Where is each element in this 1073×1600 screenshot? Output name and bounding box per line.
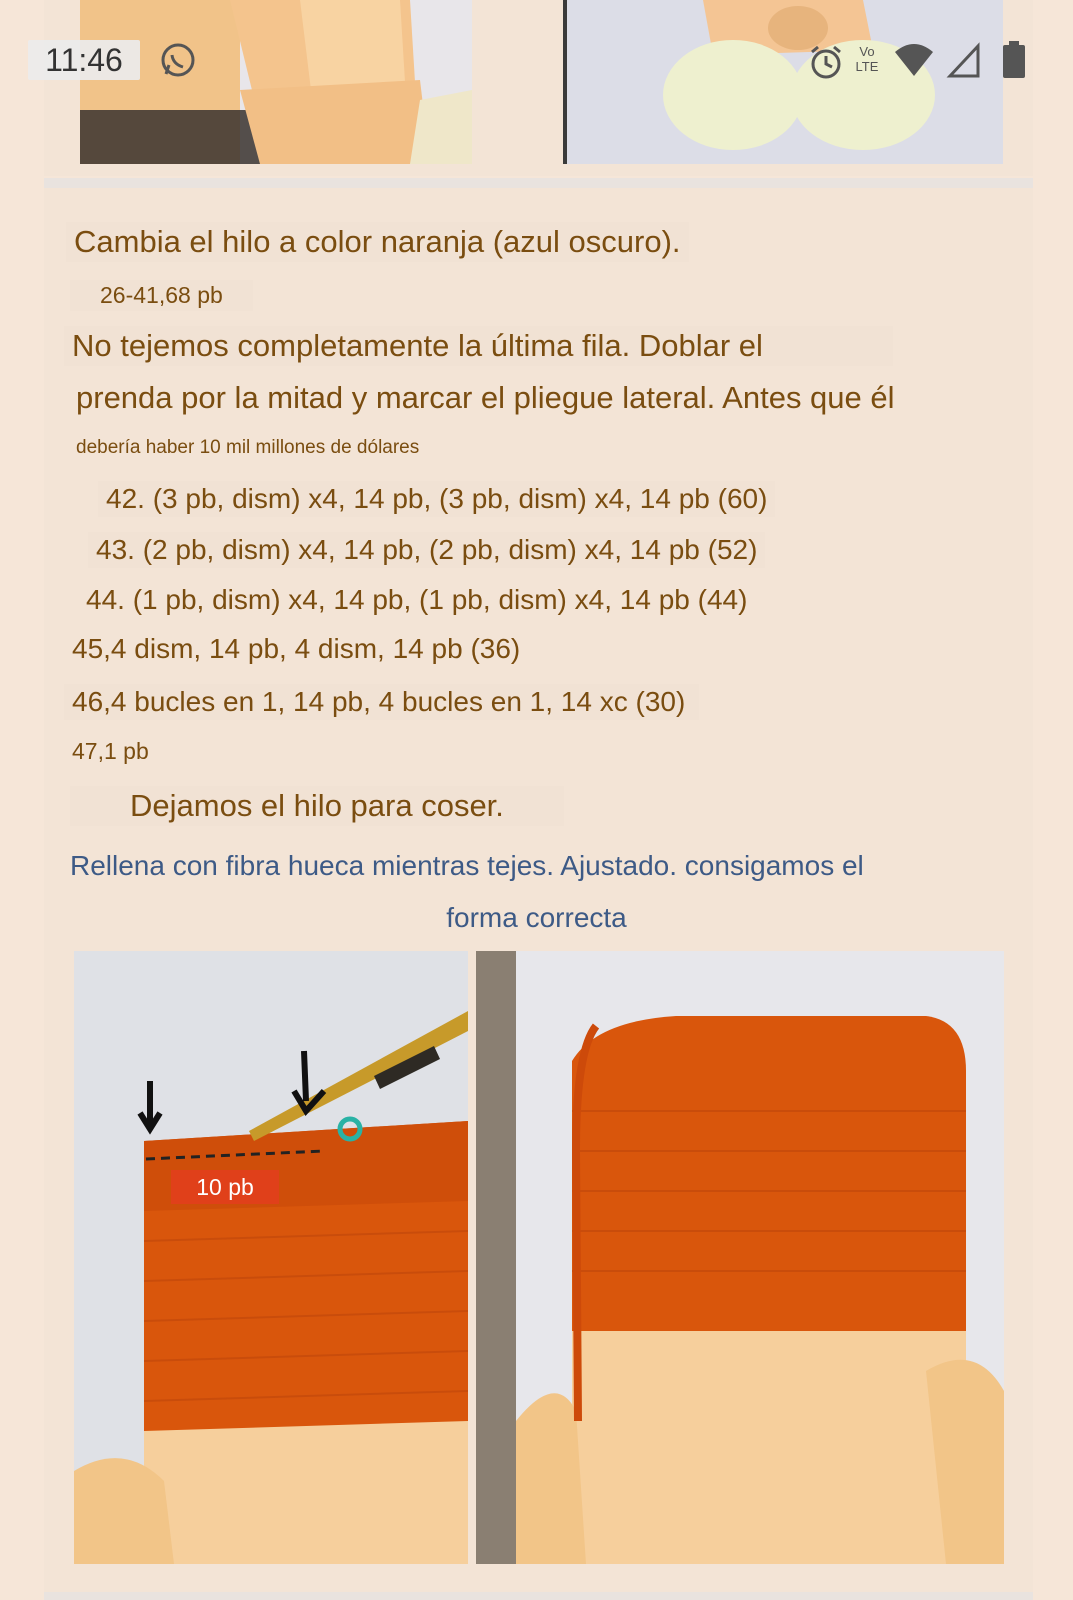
row-42-text: 42. (3 pb, dism) x4, 14 pb, (3 pb, dism) x4, 14 pb (60) — [98, 481, 775, 517]
vo-lte-line1: Vo — [859, 44, 875, 59]
leave-thread-text: Dejamos el hilo para coser. — [70, 786, 564, 826]
paragraph-line-2: prenda por la mitad y marcar el pliegue lateral. Antes que él — [76, 380, 895, 415]
signal-icon — [946, 42, 982, 78]
row-43-text: 43. (2 pb, dism) x4, 14 pb, (2 pb, dism) x4, 14 pb (52) — [88, 532, 765, 568]
photo-orange-body-folded[interactable] — [74, 951, 468, 1564]
paragraph-line-1: No tejemos completamente la última fila. Doblar el — [64, 326, 893, 366]
vo-lte-line2: LTE — [855, 59, 879, 74]
photo-label-10pb: 10 pb — [171, 1170, 279, 1204]
photo-leg-closeup[interactable] — [80, 0, 472, 164]
post-divider — [44, 178, 1033, 188]
note-line-2: forma correcta — [446, 902, 627, 933]
row-45-text: 45,4 dism, 14 pb, 4 dism, 14 pb (36) — [72, 633, 521, 664]
alarm-icon — [806, 42, 846, 82]
note-line-1: Rellena con fibra hueca mientras tejes. Ajustado. consigamos el — [70, 850, 864, 881]
paragraph-line-3: debería haber 10 mil millones de dólares — [76, 437, 420, 458]
heading-text: Cambia el hilo a color naranja (azul oscuro). — [66, 222, 689, 262]
status-time: 11:46 — [28, 40, 140, 80]
card-bottom-divider — [44, 1592, 1033, 1600]
photo-orange-body-front[interactable] — [476, 951, 1004, 1564]
rows-26-41-text: 26-41,68 pb — [70, 280, 253, 311]
row-47-text: 47,1 pb — [72, 738, 149, 764]
vo-lte-icon — [850, 44, 884, 78]
row-46-text: 46,4 bucles en 1, 14 pb, 4 bucles en 1, 14 xc (30) — [64, 684, 699, 720]
wifi-icon — [893, 42, 935, 78]
whatsapp-icon — [158, 40, 198, 80]
battery-icon — [1000, 40, 1028, 80]
photo-feet-closeup[interactable] — [563, 0, 1003, 164]
row-44-text: 44. (1 pb, dism) x4, 14 pb, (1 pb, dism) x4, 14 pb (44) — [86, 584, 748, 615]
